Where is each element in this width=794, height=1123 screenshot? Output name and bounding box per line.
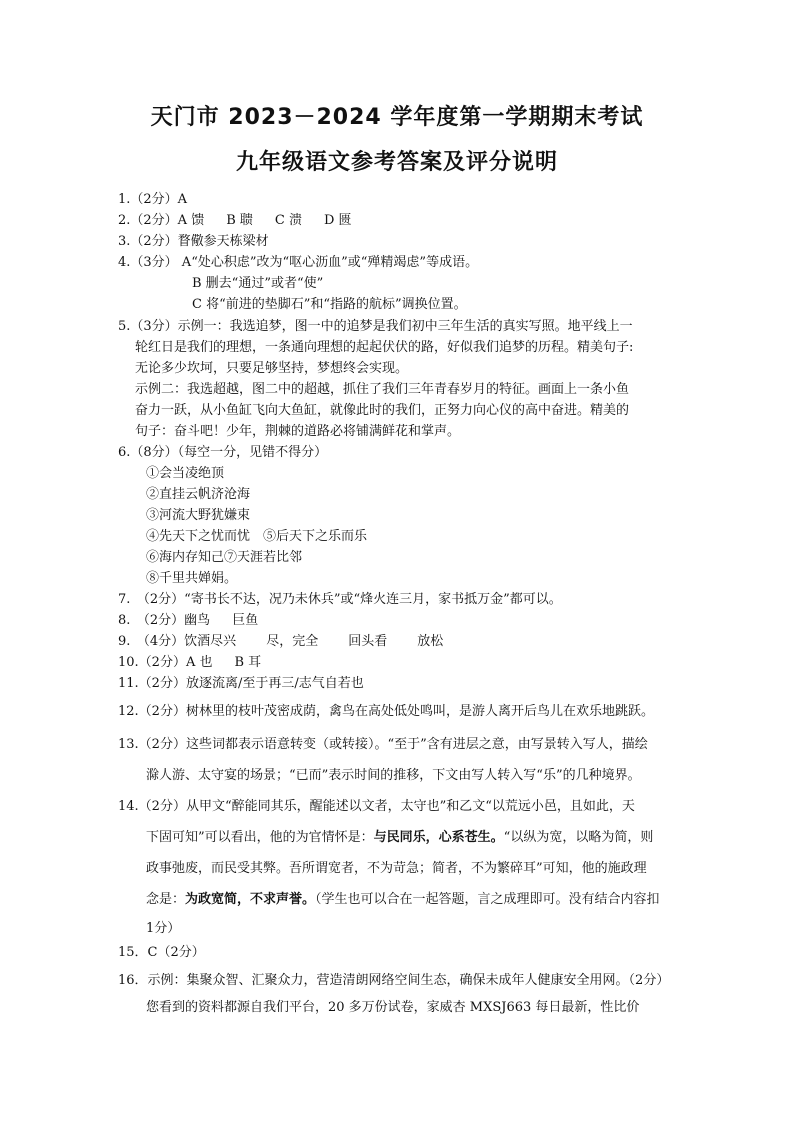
answer-4a: 4.（3分） A“处心积虑”改为“呕心沥血”或“殚精竭虑”等成语。: [118, 255, 479, 270]
answer-5-line1: 5.（3分）示例一：我选追梦，图一中的追梦是我们初中三年生活的真实写照。地平线上一: [118, 319, 633, 334]
answer-7: 7. （2分）“寄书长不达，况乃未休兵”或“烽火连三月，家书抵万金”都可以。: [118, 592, 562, 607]
answer-10: 10.（2分）A 也 B 耳: [118, 655, 262, 670]
answer-5-line4: 示例二：我选超越，图二中的超越，抓住了我们三年青春岁月的特征。画面上一条小鱼: [135, 382, 630, 397]
answer-6-item: ②直挂云帆济沧海: [146, 487, 251, 502]
answer-12: 12.（2分）树林里的枝叶茂密成荫，禽鸟在高处低处鸣叫，是游人离开后鸟儿在欢乐地跳跃。: [118, 704, 654, 719]
answer-14-line4: 念是：为政宽简，不求声誉。（学生也可以合在一起答题，言之成理即可。没有结合内容扣: [146, 892, 660, 907]
answer-6-item: ①会当凌绝顶: [146, 466, 225, 481]
answer-1: 1.（2分）A: [118, 192, 188, 207]
answer-8: 8. （2分）幽鸟 巨鱼: [118, 613, 259, 628]
page-subtitle: 九年级语文参考答案及评分说明: [235, 150, 558, 175]
answer-16-line2: 您看到的资料都源自我们平台，20 多万份试卷，家威杏 MXSJ663 每日最新，性比价: [146, 1000, 640, 1015]
answer-5-line2: 轮红日是我们的理想，一条通向理想的起起伏伏的路，好似我们追梦的历程。精美句子:: [135, 340, 634, 355]
answer-6-item: ⑥海内存知己⑦天涯若比邻: [146, 550, 303, 565]
answer-4b: B 删去“通过”或者“使”: [192, 276, 324, 291]
answer-2: 2.（2分）A 馈 B 聩 C 溃 D 匮: [118, 213, 352, 228]
answer-11: 11.（2分）放逐流离/至于再三/志气自若也: [118, 676, 364, 691]
answer-14-line2: 下固可知”可以看出，他的为官情怀是：与民同乐，心系苍生。“以纵为宽，以略为简，则: [146, 830, 654, 845]
answer-4c: C 将“前进的垫脚石”和“指路的航标”调换位置。: [192, 297, 467, 312]
answer-13-line2: 滁人游、太守宴的场景；“已而”表示时间的推移，下文由写人转入写“乐”的几种境界。: [146, 768, 641, 783]
answer-9: 9. （4分）饮酒尽兴 尽，完全 回头看 放松: [118, 634, 444, 649]
answer-6-header: 6.（8分）（每空一分，见错不得分）: [118, 445, 328, 460]
answer-5-line6: 句子：奋斗吧！少年，荆棘的道路必将铺满鲜花和掌声。: [135, 424, 461, 439]
answer-6-item: ④先天下之忧而忧 ⑤后天下之乐而乐: [146, 529, 368, 544]
answer-16-line1: 16．示例：集聚众智、汇聚众力，营造清朗网络空间生态，确保未成年人健康安全用网。（2分）: [118, 973, 670, 988]
answer-5-line3: 无论多少坎坷，只要足够坚持，梦想终会实现。: [135, 361, 409, 376]
answer-14-line3: 政事弛废，而民受其弊。吾所谓宽者，不为苛急；简者，不为繁碎耳”可知，他的施政理: [146, 861, 647, 876]
answer-3: 3.（2分）瞀儆参天栋梁材: [118, 234, 269, 249]
answer-15: 15．C（2分）: [118, 945, 205, 960]
answer-5-line5: 奋力一跃，从小鱼缸飞向大鱼缸，就像此时的我们，正努力向心仪的高中奋进。精美的: [135, 403, 630, 418]
answer-6-item: ⑧千里共婵娟。: [146, 571, 238, 586]
answer-6-item: ③河流大野犹嫌束: [146, 508, 251, 523]
answer-14-line1: 14.（2分）从甲文“醉能同其乐，醒能述以文者，太守也”和乙文“以荒远小邑，且如此，天: [118, 799, 635, 814]
page-title: 天门市 2023－2024 学年度第一学期期末考试: [150, 105, 644, 130]
answer-13-line1: 13.（2分）这些词都表示语意转变（或转接）。“至于”含有进层之意，由写景转入写人，描绘: [118, 737, 648, 752]
answer-14-line5: 1分）: [146, 921, 181, 936]
